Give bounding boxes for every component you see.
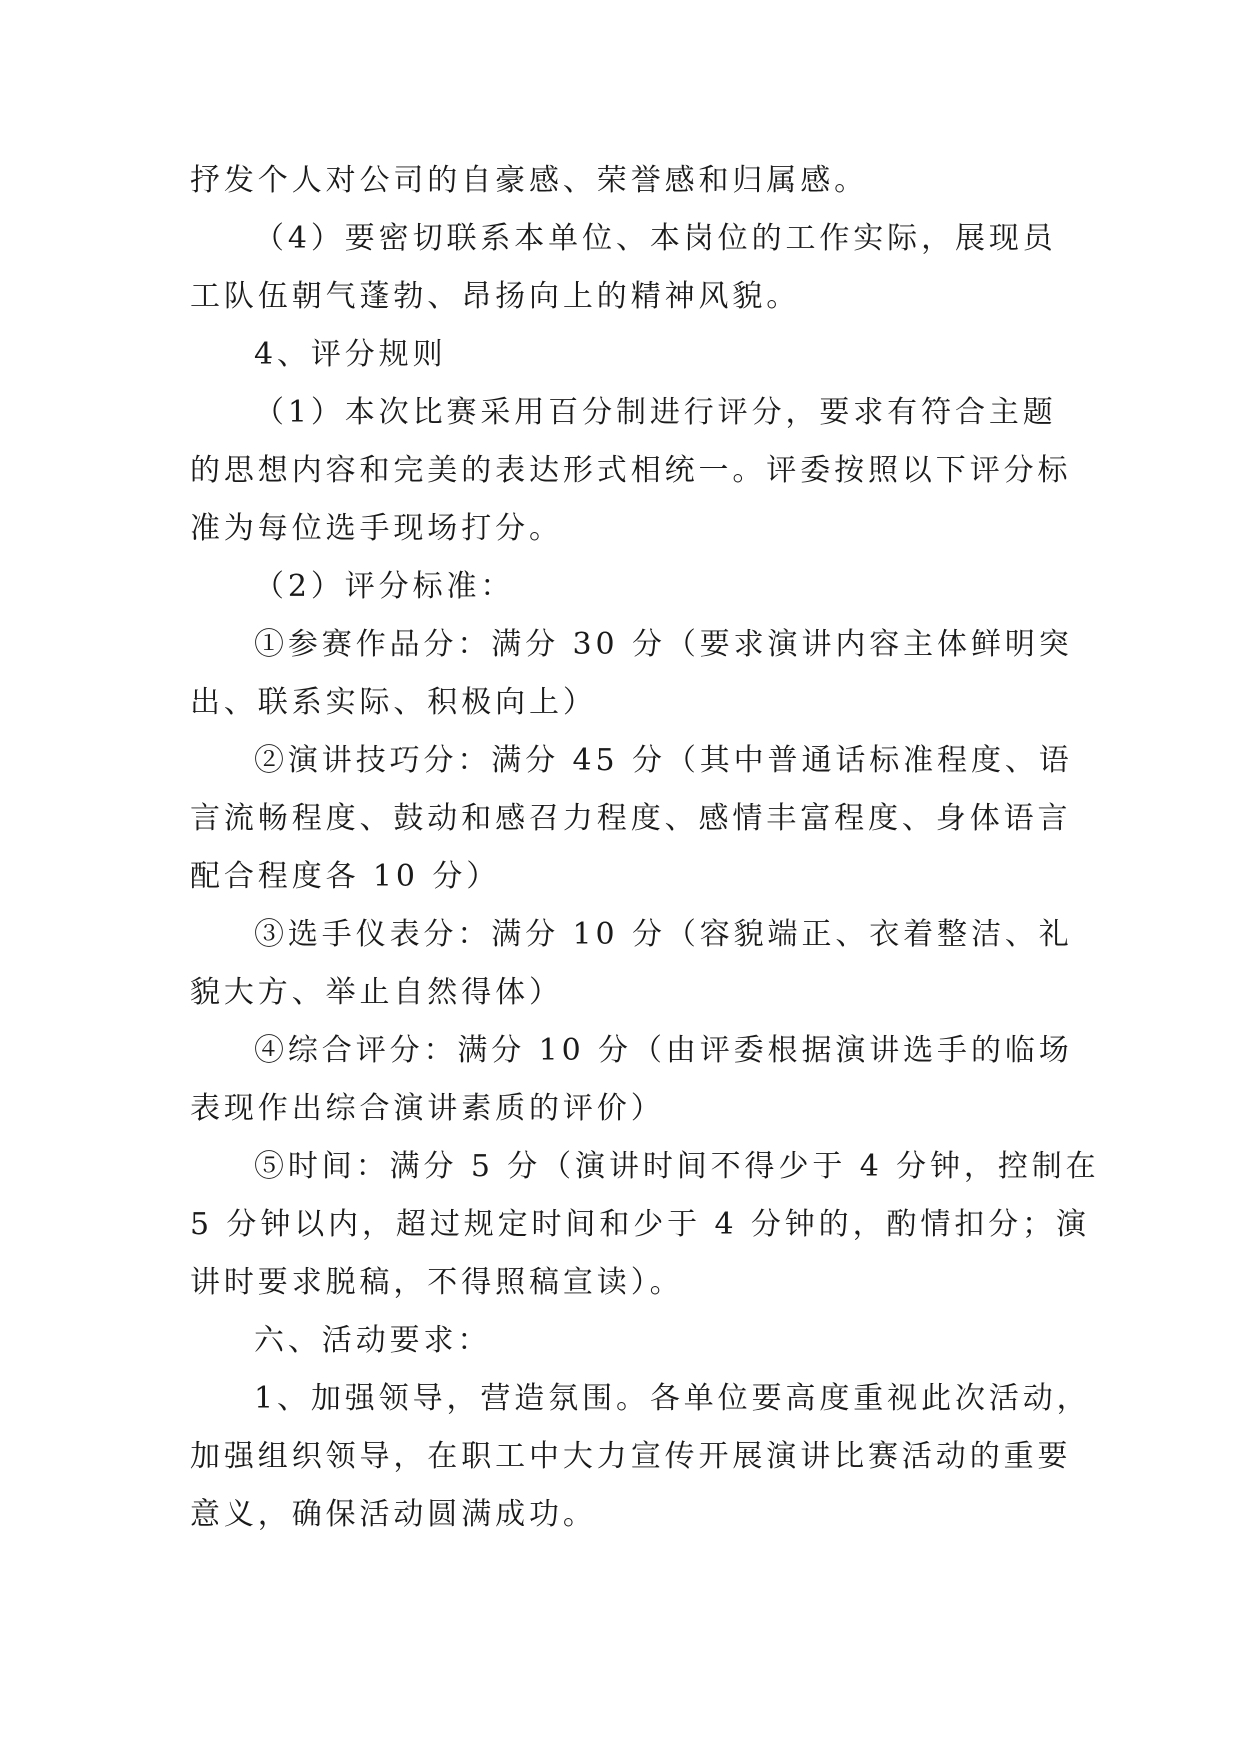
- text-line: 出、联系实际、积极向上）: [190, 685, 597, 720]
- text-line: ②演讲技巧分：满分 45 分（其中普通话标准程度、语: [254, 743, 1073, 778]
- text-line: ④综合评分：满分 10 分（由评委根据演讲选手的临场: [254, 1033, 1073, 1068]
- text-line: 意义，确保活动圆满成功。: [190, 1497, 597, 1532]
- text-line: 准为每位选手现场打分。: [190, 511, 563, 546]
- text-line: ①参赛作品分：满分 30 分（要求演讲内容主体鲜明突: [254, 627, 1073, 662]
- text-line: 配合程度各 10 分）: [190, 859, 501, 894]
- document-body: [190, 152, 1100, 1544]
- text-line: （4）要密切联系本单位、本岗位的工作实际，展现员: [254, 221, 1057, 256]
- text-line: （1）本次比赛采用百分制进行评分，要求有符合主题: [254, 395, 1057, 430]
- text-line: 4、评分规则: [254, 337, 447, 372]
- text-line: 1、加强领导，营造氛围。各单位要高度重视此次活动，: [254, 1381, 1091, 1416]
- text-line: ③选手仪表分：满分 10 分（容貌端正、衣着整洁、礼: [254, 917, 1073, 952]
- text-line: 5 分钟以内，超过规定时间和少于 4 分钟的，酌情扣分；演: [190, 1207, 1090, 1242]
- text-line: （2）评分标准：: [254, 569, 515, 604]
- text-line: 言流畅程度、鼓动和感召力程度、感情丰富程度、身体语言: [190, 801, 1072, 836]
- text-line: 六、活动要求：: [254, 1323, 492, 1358]
- text-line: 工队伍朝气蓬勃、昂扬向上的精神风貌。: [190, 279, 801, 314]
- text-line: 讲时要求脱稿，不得照稿宣读）。: [190, 1265, 684, 1300]
- text-line: 抒发个人对公司的自豪感、荣誉感和归属感。: [190, 163, 868, 198]
- text-line: 加强组织领导，在职工中大力宣传开展演讲比赛活动的重要: [190, 1439, 1072, 1474]
- text-line: 貌大方、举止自然得体）: [190, 975, 563, 1010]
- text-line: ⑤时间：满分 5 分（演讲时间不得少于 4 分钟，控制在: [254, 1149, 1100, 1184]
- text-line: 表现作出综合演讲素质的评价）: [190, 1091, 665, 1126]
- text-line: 的思想内容和完美的表达形式相统一。评委按照以下评分标: [190, 453, 1072, 488]
